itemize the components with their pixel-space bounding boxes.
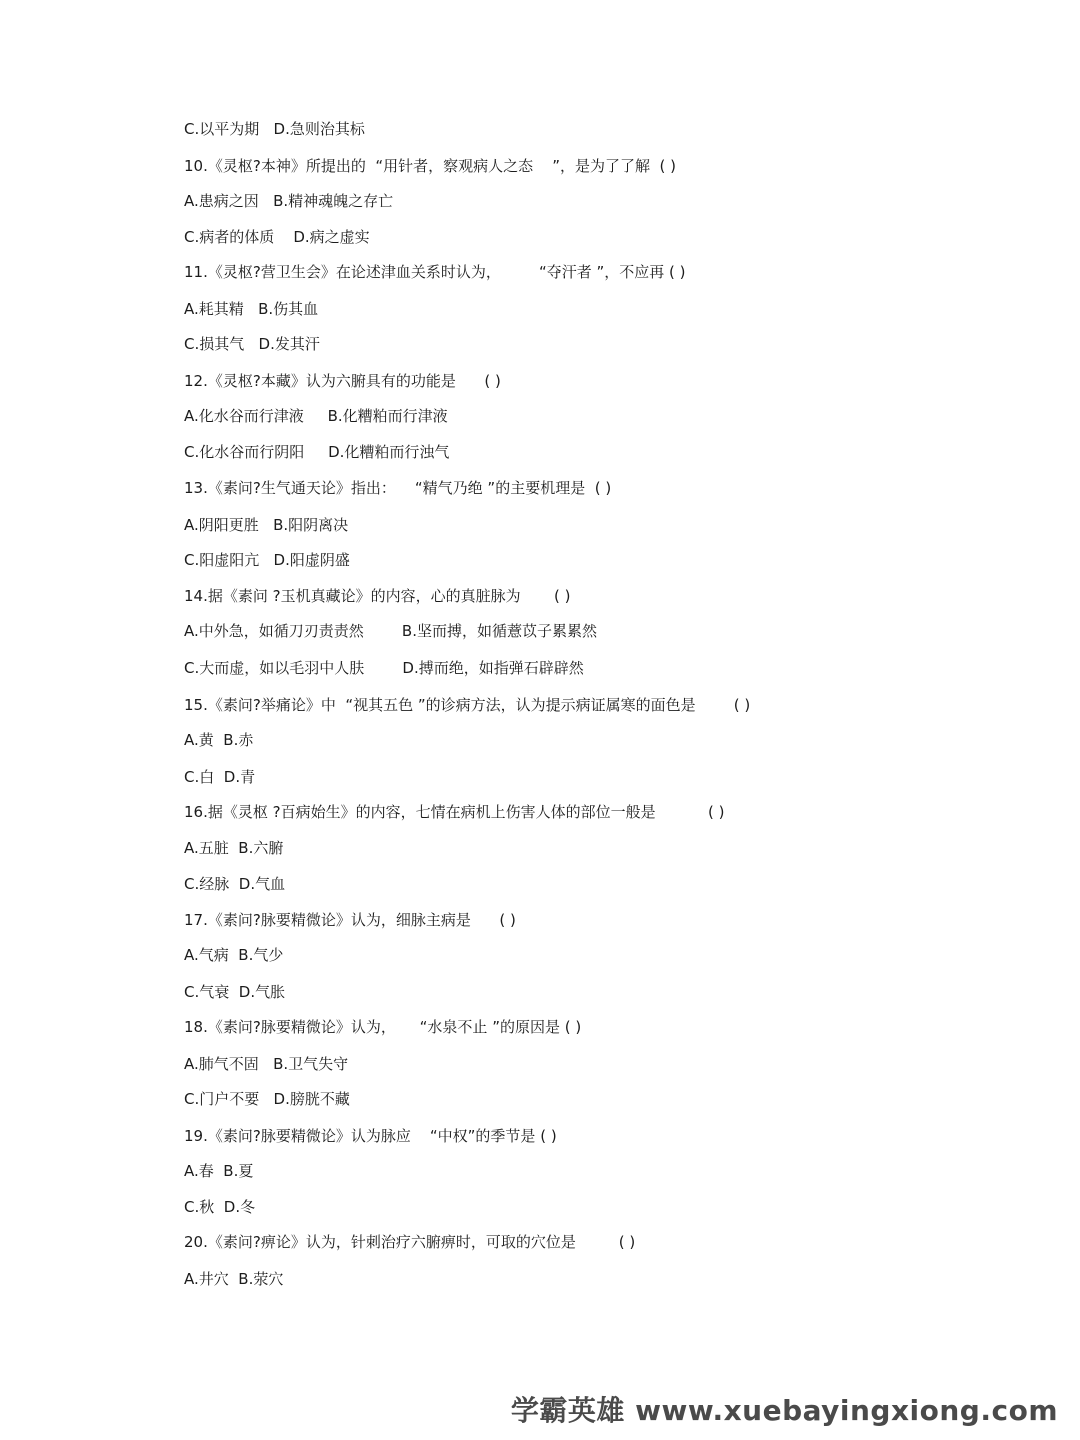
option-line: C.经脉 D.气血 [184,875,286,893]
question-20: 20.《素问?痹论》认为，针刺治疗六腑痹时，可取的穴位是 ( ) [184,1233,636,1251]
option-line: C.化水谷而行阴阳 D.化糟粕而行浊气 [184,443,450,461]
option-line: C.阳虚阳亢 D.阳虚阴盛 [184,551,350,569]
option-line: A.肺气不固 B.卫气失守 [184,1055,349,1073]
option-line: A.黄 B.赤 [184,731,254,749]
question-15: 15.《素问?举痛论》中 “视其五色 ”的诊病方法，认为提示病证属寒的面色是 ( ) [184,696,751,714]
option-line: A.井穴 B.荥穴 [184,1270,284,1288]
option-line: A.患病之因 B.精神魂魄之存亡 [184,192,394,210]
option-line: C.病者的体质 D.病之虚实 [184,228,370,246]
option-line: A.气病 B.气少 [184,946,284,964]
question-19: 19.《素问?脉要精微论》认为脉应 “中权”的季节是 ( ) [184,1127,557,1145]
option-line: C.气衰 D.气胀 [184,983,286,1001]
question-17: 17.《素问?脉要精微论》认为，细脉主病是 ( ) [184,911,516,929]
option-line: C.秋 D.冬 [184,1198,256,1216]
option-line: A.耗其精 B.伤其血 [184,300,319,318]
text-line: C.以平为期 D.急则治其标 [184,120,365,138]
option-line: C.损其气 D.发其汗 [184,335,320,353]
question-10: 10.《灵枢?本神》所提出的 “用针者，察观病人之态 ”，是为了了解 ( ) [184,157,676,175]
question-14: 14.据《素问 ?玉机真藏论》的内容，心的真脏脉为 ( ) [184,587,571,605]
question-12: 12.《灵枢?本藏》认为六腑具有的功能是 ( ) [184,372,501,390]
option-line: A.春 B.夏 [184,1162,254,1180]
option-line: C.大而虚，如以毛羽中人肤 D.搏而绝，如指弹石辟辟然 [184,659,584,677]
question-16: 16.据《灵枢 ?百病始生》的内容，七情在病机上伤害人体的部位一般是 ( ) [184,803,725,821]
option-line: A.五脏 B.六腑 [184,839,284,857]
question-13: 13.《素问?生气通天论》指出： “精气乃绝 ”的主要机理是 ( ) [184,479,612,497]
option-line: A.阴阳更胜 B.阳阴离决 [184,516,349,534]
question-11: 11.《灵枢?营卫生会》在论述津血关系时认为， “夺汗者 ”，不应再 ( ) [184,263,686,281]
option-line: C.白 D.青 [184,768,256,786]
option-line: C.门户不要 D.膀胱不藏 [184,1090,350,1108]
site-watermark: 学霸英雄 www.xuebayingxiong.com [510,1394,1058,1427]
option-line: A.中外急，如循刀刃责责然 B.坚而搏，如循薏苡子累累然 [184,622,597,640]
question-18: 18.《素问?脉要精微论》认为， “水泉不止 ”的原因是 ( ) [184,1018,582,1036]
option-line: A.化水谷而行津液 B.化糟粕而行津液 [184,407,448,425]
